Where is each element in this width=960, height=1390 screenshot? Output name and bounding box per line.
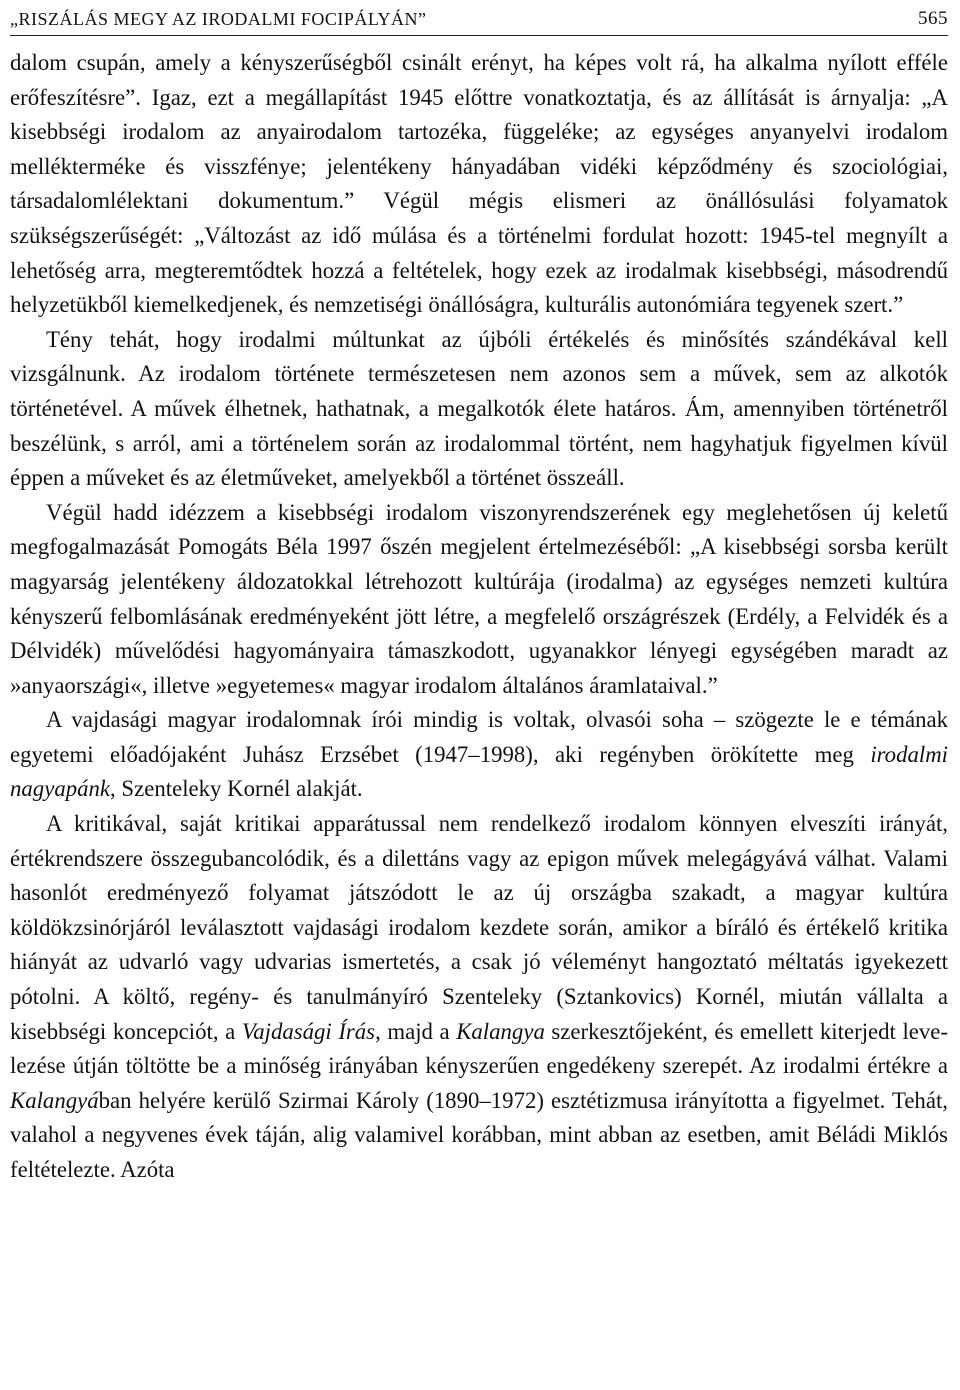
page-number: 565 — [918, 8, 948, 29]
text-run: , majd a — [375, 1018, 457, 1044]
italic-title: irodalmi nagyapánk — [10, 741, 948, 802]
running-header — [10, 8, 948, 36]
paragraph — [10, 703, 948, 807]
text-run: Végül hadd idézzem a kisebbségi irodalom viszonyrendszerének egy meglehetősen új keletű megfogalmazását Pomogáts Béla 1997 őszén megjelent értelmezéséből: „A kisebbségi sorsba került magyarság jelentékeny áldozatokkal létrehozott kultúrája (irodalma) az egységes nemzeti kultúra kényszerű felbomlásának eredményeként jött létre, a megfelelő országrészek (Erdély, a Felvidék és a Délvidék) művelődési hagyományaira támaszkodott, ugyanakkor lényegi egységében maradt az »anyaországi«, illetve »egyetemes« magyar irodalom általános áramlataival.” — [10, 499, 948, 698]
text-run: A kritikával, saját kritikai apparátussal nem rendelkező irodalom könnyen elveszíti irányát, értékrendszere összegubancolódik, és a dilettáns vagy az epigon művek melegágyává válhat. Valami hasonlót eredményező folyamat játszódott le az új országba szakadt, a magyar kultúra köldökzsinórjáról leválasztott vajdasági irodalom kezdete során, amikor a bíráló és értékelő kritika hiányát az udvarló vagy udvarias ismertetés, a csak jó véleményt hangoztató méltatás igyekezett pótolni. A költő, regény- és tanulmányíró Szenteleky (Sztankovics) Kornél, miután vállalta a kisebbségi koncepciót, a — [10, 811, 948, 1044]
paragraph — [10, 323, 948, 496]
paragraph — [10, 46, 948, 323]
text-run: , Szenteleky Kornél alakját. — [110, 776, 363, 802]
text-run: szerkesztőjeként, és emellett kiterjedt levelezése útján töltötte be a minőség irányában kényszerűen engedékeny szerepét. Az irodalmi értékre a — [10, 1018, 949, 1079]
paragraph — [10, 807, 948, 1188]
text-run: Tény tehát, hogy irodalmi múltunkat az újbóli értékelés és minősítés szándékával kell vizsgálnunk. Az irodalom története természetesen nem azonos sem a művek, sem az alkotók történetével. A művek élhetnek, hathatnak, a megalkotók élete határos. Ám, amennyiben történetről beszélünk, s arról, ami a történelem során az irodalommal történt, nem hagyhatjuk figyelmen kívül éppen a műveket és az életműveket, amelyekből a történet összeáll. — [10, 326, 948, 491]
italic-title: Vajdasági Írás — [241, 1018, 376, 1044]
text-run: ban helyére kerülő Szirmai Károly (1890–1972) esztétizmusa irányította a figyelmet. Tehát, valahol a negyvenes évek táján, alig valamivel korábban, mint abban az esetben, amit Béládi Miklós feltételezte. Azóta — [10, 1087, 948, 1182]
running-title: „RISZÁLÁS MEGY AZ IRODALMI FOCIPÁLYÁN” — [10, 9, 427, 29]
paragraph — [10, 496, 948, 704]
text-run: dalom csupán, amely a kényszerűségből csinált erényt, ha képes volt rá, ha alkalma nyílott efféle erőfeszítésre”. Igaz, ezt a megállapítást 1945 előttre vonatkoztatja, és az állítását is árnyalja: „A kisebbségi irodalom az anyairodalom tartozéka, függeléke; az egységes anyanyelvi irodalom mellékterméke és visszfénye; jelentékeny hányadában vidéki képződmény és szociológiai, társadalomlélektani dokumentum.” Végül mégis elismeri az önállósulási folyamatok szükségszerűségét: „Változást az idő múlása és a történelmi fordulat hozott: 1945-tel megnyílt a lehetőség arra, megteremtődtek hozzá a feltételek, hogy ezek az irodalmak kisebbségi, másodrendű helyzetükből kiemelkedjenek, és nemzetiségi önállóságra, kulturális autonómiára tegyenek szert.” — [10, 50, 948, 318]
body-text — [10, 46, 948, 1188]
italic-title: Kalangyá — [10, 1087, 99, 1113]
italic-title: Kalangya — [456, 1018, 545, 1044]
text-run: A vajdasági magyar irodalomnak írói mindig is voltak, olvasói soha – szögezte le e témának egyetemi előadójaként Juhász Erzsébet (1947–1998), aki regényben örökítette meg — [10, 707, 948, 767]
